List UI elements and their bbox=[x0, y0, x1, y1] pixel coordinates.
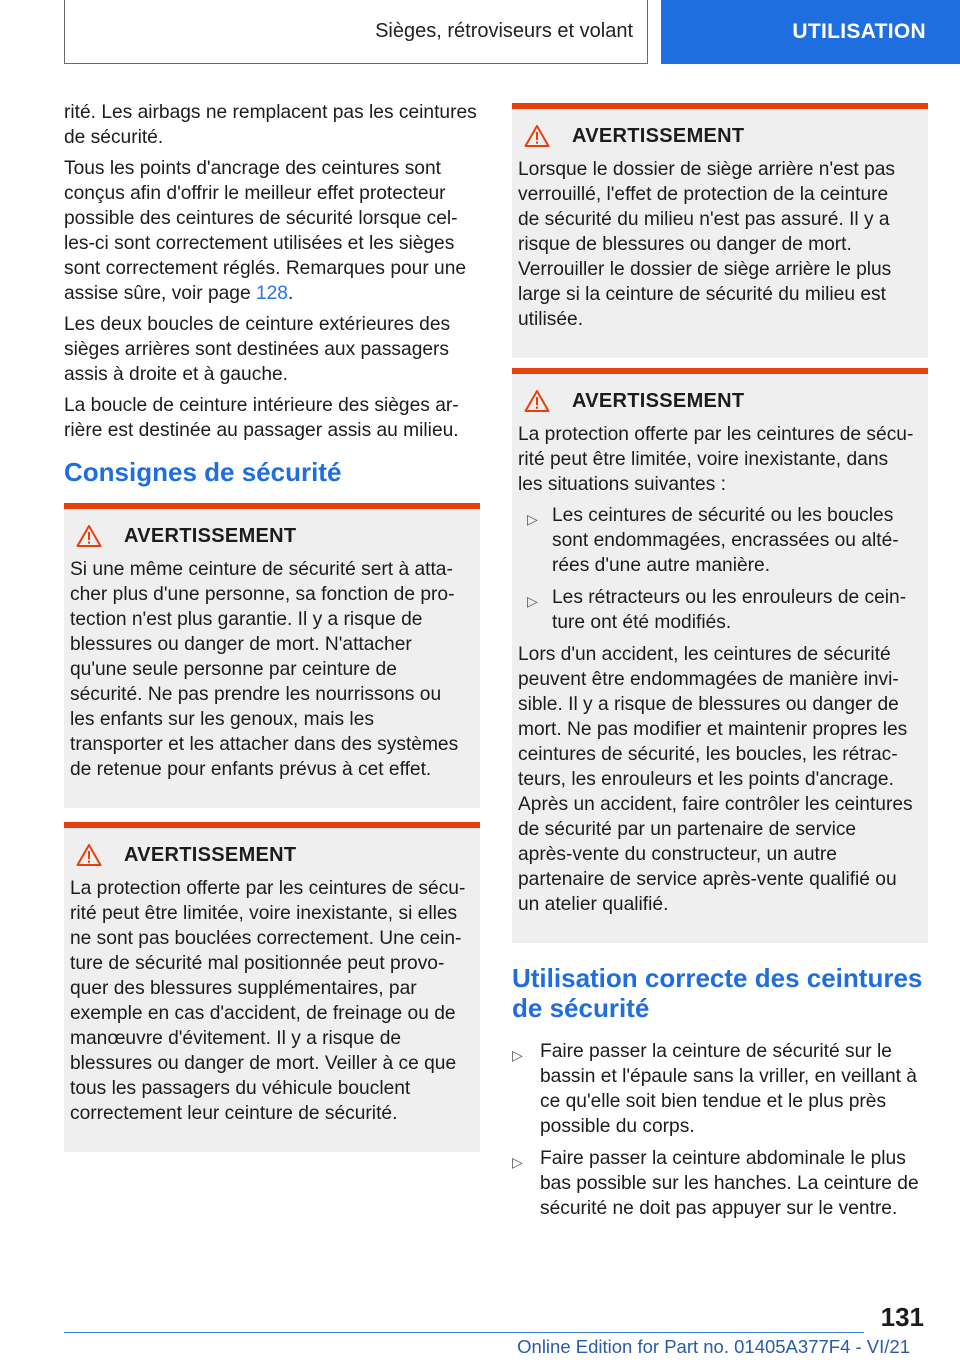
warning-text: Si une même ceinture de sécurité sert à attacher plus d'une personne, sa fonction de protection n'est plus garantie. Il y a risque de blessures ou danger de mort. N'attacher qu'une seule personne par ceinture de sécurité. Ne pas prendre les nourrissons ou les enfants sur les genoux, mais les transporter et les attacher dans des systèmes de retenue pour enfants prévus à cet effet. bbox=[70, 559, 459, 780]
list-item-text: Faire passer la ceinture de sécurité sur le bassin et l'épaule sans la vriller, en veillant à ce qu'elle soit bien tendue et le plus près possible du corps. bbox=[540, 1041, 917, 1137]
list-item-text: Faire passer la ceinture abdominale le plus bas possible sur les hanches. La ceinture de sécurité ne doit pas appuyer sur le ventre. bbox=[540, 1148, 919, 1219]
warning-title-text: AVERTISSEMENT bbox=[124, 843, 297, 866]
right-column bbox=[512, 103, 928, 1228]
paragraph bbox=[64, 156, 480, 306]
footer-edition: Online Edition for Part no. 01405A377F4 - VI/21 bbox=[517, 1336, 910, 1357]
warning-triangle-icon bbox=[524, 124, 550, 148]
list-item-text: Les ceintures de sécurité ou les boucles sont endommagées, encrassées ou altérées d'une autre manière. bbox=[552, 505, 899, 576]
warning-title bbox=[76, 842, 466, 868]
list-item-text: Les rétracteurs ou les enrouleurs de ceinture ont été modifiés. bbox=[552, 587, 907, 633]
instruction-list bbox=[512, 1039, 928, 1221]
paragraph-text: Tous les points d'ancrage des ceintures sont conçus afin d'offrir le meilleur effet protecteur possible des ceintures de sécurité lorsque celles-ci sont correctement utilisées et les sièges sont correctement réglés. Remarques pour une assise sûre, voir page bbox=[64, 158, 467, 304]
paragraph: rité. Les airbags ne remplacent pas les ceintures de sécurité. bbox=[64, 102, 477, 148]
warning-list bbox=[518, 503, 914, 635]
list-item bbox=[518, 585, 914, 635]
footer-divider bbox=[64, 1332, 864, 1333]
warning-box bbox=[512, 368, 928, 943]
warning-intro: La protection offerte par les ceintures de sécurité peut être limitée, voire inexistante, dans les situations suivantes : bbox=[518, 424, 914, 495]
list-item bbox=[512, 1039, 928, 1139]
paragraph: La boucle de ceinture intérieure des sièges arrière est destinée au passager assis au milieu. bbox=[64, 395, 459, 441]
page-number: 131 bbox=[880, 1302, 924, 1332]
header-chapter-tab[interactable] bbox=[661, 0, 960, 64]
warning-triangle-icon bbox=[76, 524, 102, 548]
triangle-bullet-icon: ▷ bbox=[512, 1047, 523, 1063]
warning-title bbox=[524, 123, 914, 149]
section-heading: Utilisation correcte des ceintures de sécurité bbox=[512, 963, 923, 1023]
header-chapter-title: UTILISATION bbox=[792, 20, 926, 43]
warning-box bbox=[64, 822, 480, 1152]
triangle-bullet-icon: ▷ bbox=[512, 1154, 523, 1170]
triangle-bullet-icon: ▷ bbox=[527, 593, 538, 609]
warning-title-text: AVERTISSEMENT bbox=[124, 524, 297, 547]
warning-triangle-icon bbox=[76, 843, 102, 867]
paragraph-text: . bbox=[287, 283, 294, 304]
warning-title bbox=[524, 388, 914, 414]
section-heading: Consignes de sécurité bbox=[64, 457, 342, 487]
header-section-title: Sièges, rétroviseurs et volant bbox=[375, 20, 633, 42]
warning-box bbox=[512, 103, 928, 358]
warning-title-text: AVERTISSEMENT bbox=[572, 389, 745, 412]
header-section-tab bbox=[64, 0, 648, 64]
paragraph: Les deux boucles de ceinture extérieures des sièges arrières sont destinées aux passagers assis à droite et à gauche. bbox=[64, 314, 451, 385]
list-item bbox=[512, 1146, 928, 1221]
warning-title bbox=[76, 523, 466, 549]
warning-text: Lors d'un accident, les ceintures de sécurité peuvent être endommagées de manière invisible. Il y a risque de blessures ou danger de mort. Ne pas modifier et maintenir propres les ceintures de sécurité, les boucles, les rétracteurs, les enrouleurs et les points d'ancrage. Après un accident, faire contrôler les ceintures de sécurité par un partenaire de service après-vente du constructeur, un autre partenaire de service après-vente qualifié ou un atelier qualifié. bbox=[518, 644, 913, 915]
page-link[interactable]: 128 bbox=[255, 283, 288, 304]
warning-triangle-icon bbox=[524, 389, 550, 413]
warning-box bbox=[64, 503, 480, 808]
warning-text: La protection offerte par les ceintures de sécurité peut être limitée, voire inexistante, si elles ne sont pas bouclées correctement. Une ceinture de sécurité mal positionnée peut provoquer des blessures supplémentaires, par exemple en cas d'accident, de freinage ou de manœuvre d'évitement. Il y a risque de blessures ou danger de mort. Veiller à ce que tous les passagers du véhicule bouclent correctement leur ceinture de sécurité. bbox=[70, 878, 466, 1124]
left-column bbox=[64, 100, 480, 1166]
triangle-bullet-icon: ▷ bbox=[527, 511, 538, 527]
warning-text: Lorsque le dossier de siège arrière n'est pas verrouillé, l'effet de protection de la ceinture de sécurité du milieu n'est pas assuré. Il y a risque de blessures ou danger de mort. Verrouiller le dossier de siège arrière le plus large si la ceinture de sécurité du milieu est utilisée. bbox=[518, 159, 895, 330]
warning-title-text: AVERTISSEMENT bbox=[572, 124, 745, 147]
list-item bbox=[518, 503, 914, 578]
